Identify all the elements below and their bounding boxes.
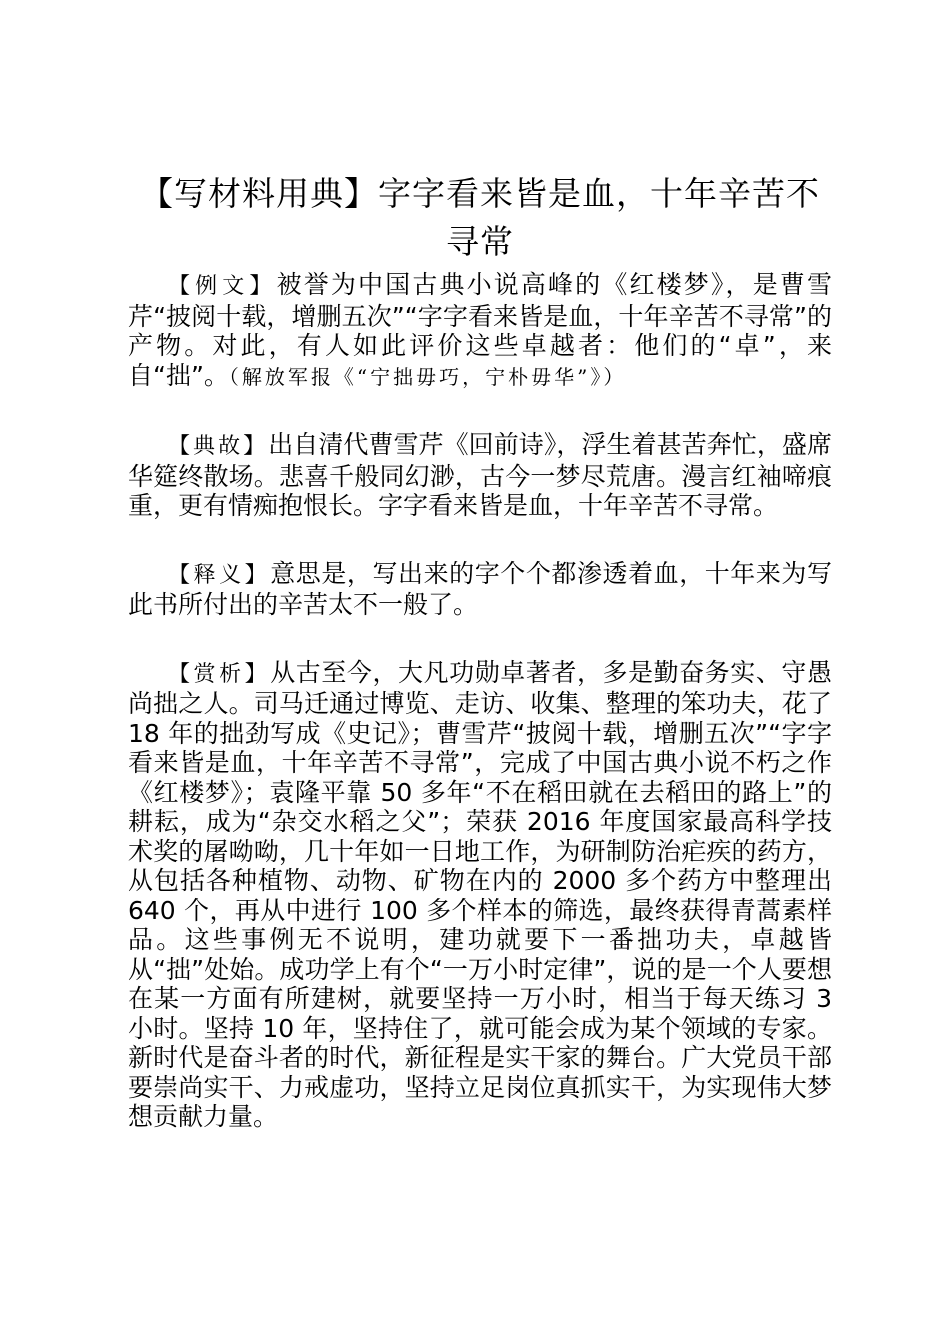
- paragraph-analysis: [128, 658, 832, 1132]
- source-citation: （解放军报《“宁拙毋巧，宁朴毋华”》）: [228, 364, 627, 389]
- section-tag-allusion: 【典故】: [168, 434, 269, 459]
- section-tag-analysis: 【赏析】: [168, 661, 271, 687]
- paragraph-example: [128, 270, 832, 392]
- paragraph-example-text: 被誉为中国古典小说高峰的《红楼梦》，是曹雪芹“披阅十载，增删五次”“字字看来皆是血，十年辛苦不寻常”的产物。对此，有人如此评价这些卓越者：他们的“卓”，来自“拙”。: [128, 270, 832, 390]
- section-tag-meaning: 【释义】: [168, 562, 271, 588]
- paragraph-allusion: [128, 430, 832, 521]
- paragraph-analysis-text: 从古至今，大凡功勋卓著者，多是勤奋务实、守愚尚拙之人。司马迁通过博览、走访、收集、整理的笨功夫，花了 18 年的拙劲写成《史记》；曹雪芹“披阅十载，增删五次”“字字看来皆是血，十年辛苦不寻常”，完成了中国古典小说不朽之作《红楼梦》；袁隆平靠 50 多年“不在稻田就在去稻田的路上”的耕耘，成为“杂交水稻之父”；荣获 2016 年度国家最高科学技术奖的屠呦呦，几十年如一日地工作，为研制防治疟疾的药方，从包括各种植物、动物、矿物在内的 2000 多个药方中整理出 640 个，再从中进行 100 多个样本的筛选，最终获得青蒿素样品。这些事例无不说明，建功就要下一番拙功夫，卓越皆从“拙”处始。成功学上有个“一万小时定律”，说的是一个人要想在某一方面有所建树，就要坚持一万小时，相当于每天练习 3 小时。坚持 10 年，坚持住了，就可能会成为某个领域的专家。新时代是奋斗者的时代，新征程是实干家的舞台。广大党员干部要崇尚实干、力戒虚功，坚持立足岗位真抓实干，为实现伟大梦想贡献力量。: [128, 657, 832, 1131]
- document-title: 【写材料用典】字字看来皆是血，十年辛苦不寻常: [140, 174, 820, 261]
- section-tag-example: 【例文】: [168, 274, 277, 299]
- document-body: [128, 270, 832, 1170]
- paragraph-meaning-text: 意思是，写出来的字个个都渗透着血，十年来为写此书所付出的辛苦太不一般了。: [128, 558, 832, 619]
- paragraph-allusion-text: 出自清代曹雪芹《回前诗》，浮生着甚苦奔忙，盛席华筵终散场。悲喜千般同幻渺，古今一梦尽荒唐。漫言红袖啼痕重，更有情痴抱恨长。字字看来皆是血，十年辛苦不寻常。: [128, 430, 832, 520]
- paragraph-meaning: [128, 559, 832, 620]
